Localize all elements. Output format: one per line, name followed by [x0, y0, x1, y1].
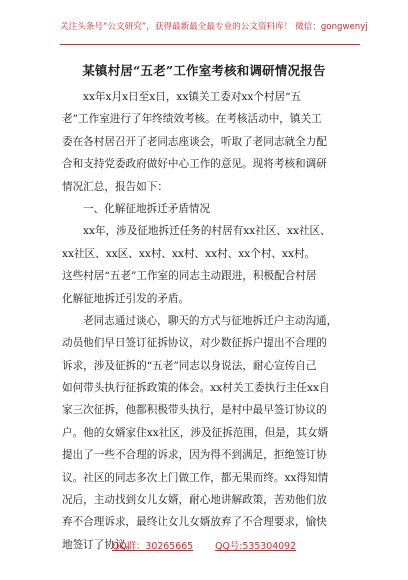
document-title: 某镇村居“五老”工作室考核和调研情况报告: [82, 63, 326, 78]
body-line: 户。他的女婿家住xx社区，涉及征拆范围，但是，其女婿: [62, 426, 329, 439]
document-body: [62, 86, 362, 556]
header-divider: [60, 44, 360, 45]
body-line: 合和支持党委政府做好中心工作的意见。现将考核和调研: [62, 158, 327, 171]
footer-contact: [0, 538, 408, 552]
body-line: 这些村居“五老”工作室的同志主动跟进，积极配合村居: [62, 270, 317, 283]
body-line: 一、化解征地拆迁矛盾情况: [83, 202, 211, 215]
body-line: 地签订了协议。: [62, 538, 137, 551]
body-line: 诉求，涉及征拆的“五老”同志以身说法，耐心宣传自己: [62, 359, 317, 372]
body-line: xx年，涉及征地拆迁任务的村居有xx社区、xx社区、: [83, 225, 331, 238]
body-line: xx年x月x日至x日，xx镇关工委对xx个村居“五: [83, 91, 302, 103]
body-line: 议。社区的同志多次上门做工作，都无果而终。xx得知情: [62, 471, 329, 484]
body-line: 情况汇总，报告如下：: [62, 180, 168, 193]
body-line: 委在各村居召开了老同志座谈会，听取了老同志就全力配: [62, 135, 327, 148]
qq-group-link[interactable]: QQ群：30265665: [111, 541, 194, 552]
body-line: 老”工作室进行了年终绩效考核。在考核活动中，镇关工: [62, 113, 322, 126]
body-line: 况后，主动找到女儿女婿，耐心地讲解政策，苦劝他们放: [62, 494, 327, 507]
body-line: 提出了一些不合理的诉求，因为得不到满足，拒绝签订协: [62, 449, 327, 462]
body-line: 动员他们早日签订征拆协议，对少数征拆户提出不合理的: [62, 337, 327, 350]
body-line: 化解征地拆迁引发的矛盾。: [62, 292, 190, 305]
promo-banner: 关注头条号“公文研究”，获得最新最全最专业的公文资料库！ 微信：gongwenyj: [60, 22, 368, 32]
body-line: 老同志通过谈心，聊天的方式与征地拆迁户主动沟通，: [83, 314, 338, 327]
qq-number-link[interactable]: QQ号:535304092: [215, 541, 297, 552]
body-line: 家三次征拆，他都积极带头执行，是村中最早签订协议的: [62, 404, 327, 417]
body-line: xx社区、xx区、xx村、xx村、xx村、xx个村、xx村。: [62, 247, 316, 260]
body-line: 弃不合理诉求，最终让女儿女婿放弃了不合理要求，愉快: [62, 516, 327, 529]
body-line: 如何带头执行征拆政策的体会。xx村关工委执行主任xx自: [62, 382, 330, 395]
